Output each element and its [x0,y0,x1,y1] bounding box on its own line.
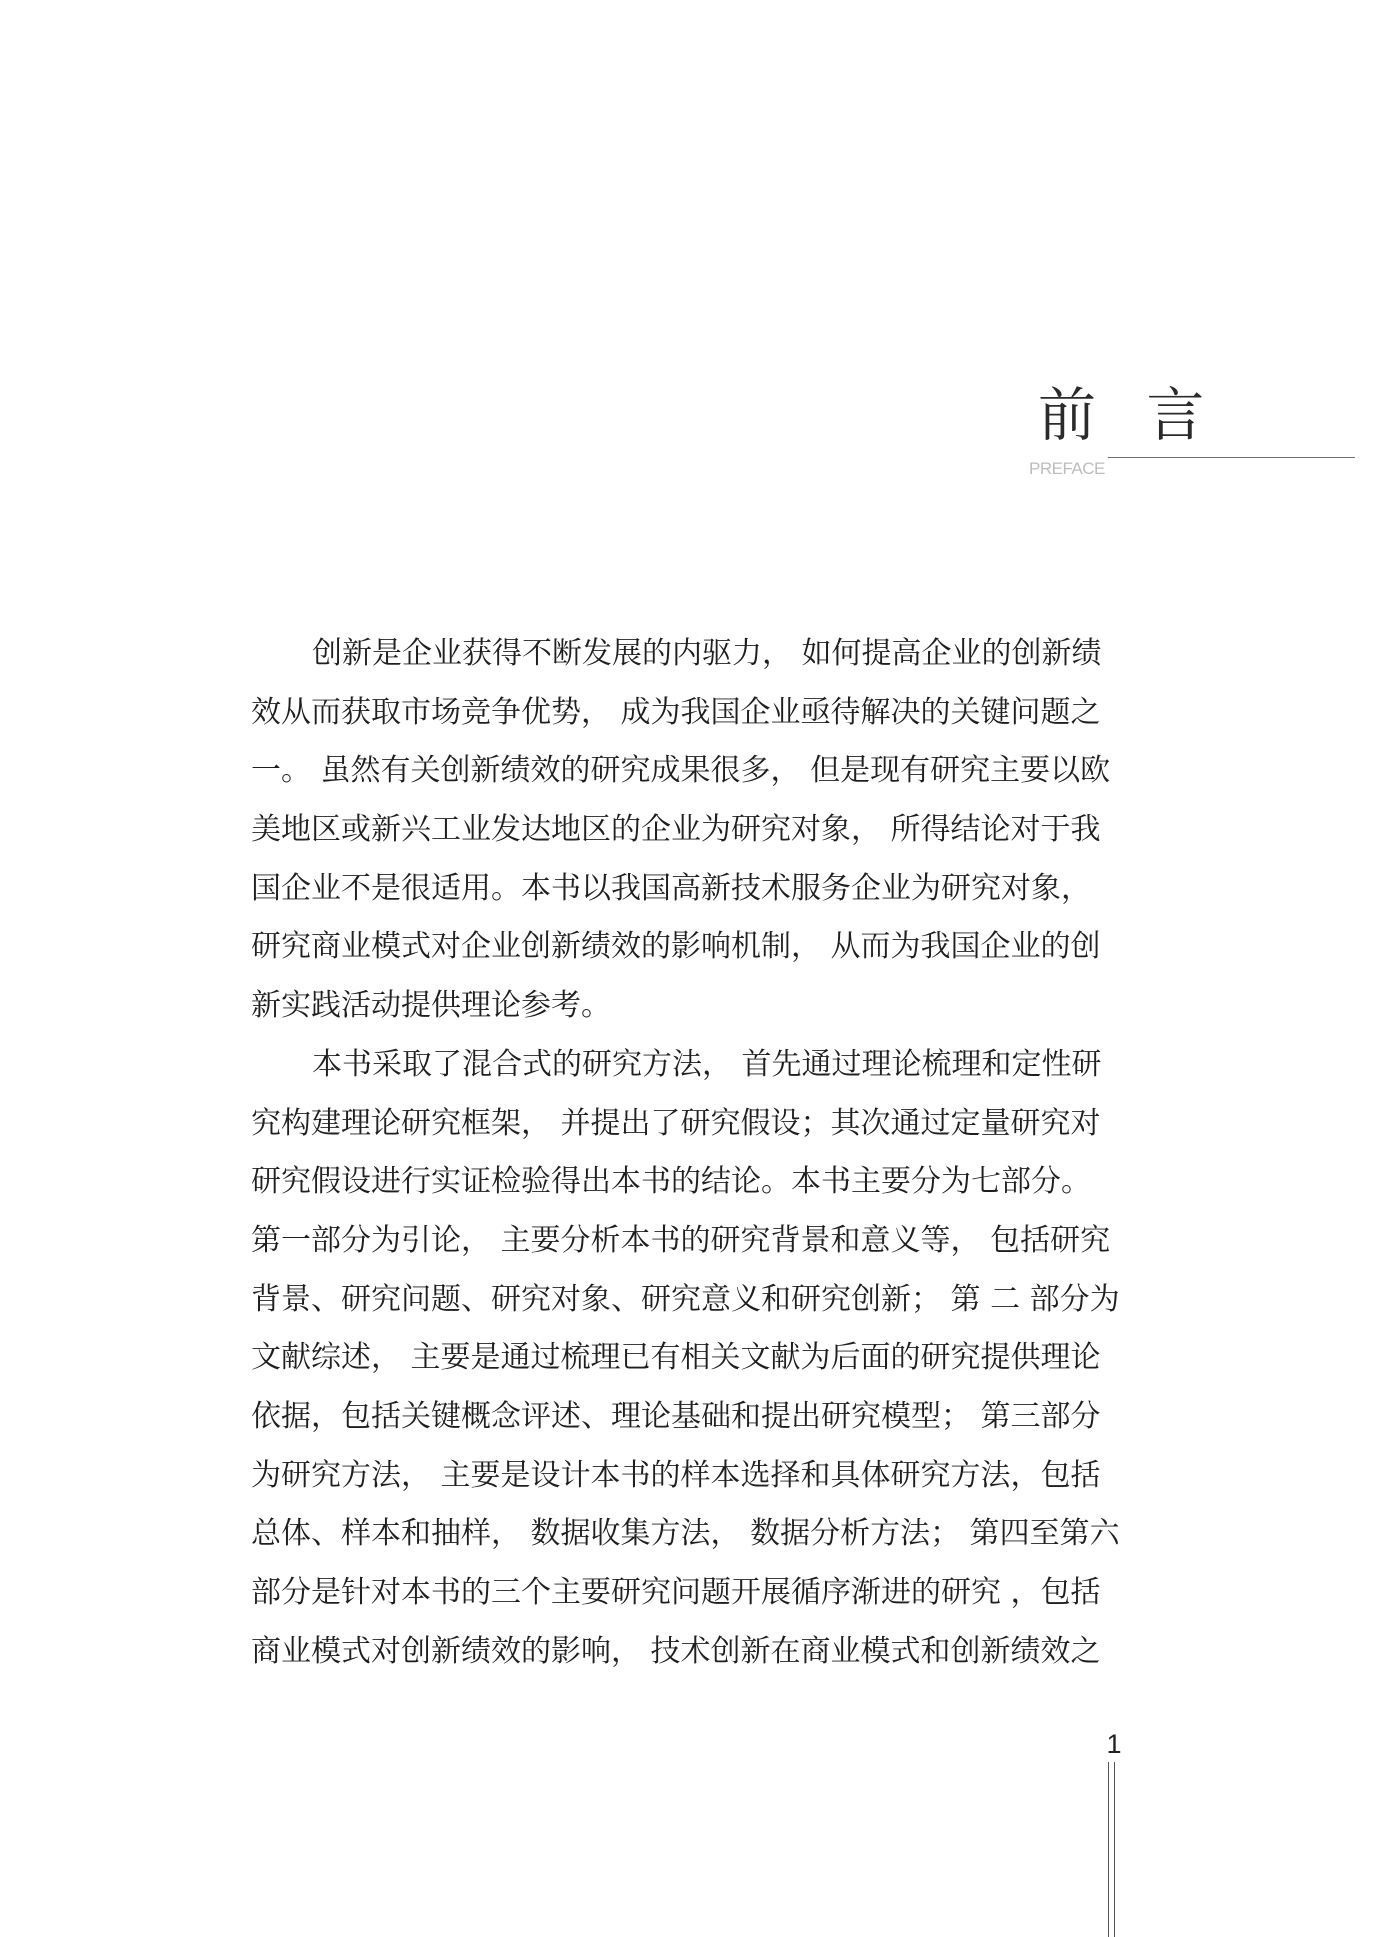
text-line: 研究商业模式对企业创新绩效的影响机制， 从而为我国企业的创 [251,929,1101,965]
text-line: 总体、样本和抽样， 数据收集方法， 数据分析方法； 第四至第六 [251,1516,1120,1552]
text-line: 效从而获取市场竞争优势， 成为我国企业亟待解决的关键问题之 [251,694,1101,730]
text-line: 创新是企业获得不断发展的内驱力， 如何提高企业的创新绩 [312,636,1102,671]
text-line: 第一部分为引论， 主要分析本书的研究背景和意义等， 包括研究 [251,1222,1111,1258]
body-text [251,625,1141,1681]
page-subtitle: PREFACE [1029,459,1105,478]
text-line: 究构建理论研究框架， 并提出了研究假设；其次通过定量研究对 [251,1105,1101,1141]
footer-rule [1114,1762,1115,1937]
text-line: 国企业不是很适用。本书以我国高新技术服务企业为研究对象， [251,870,1091,906]
paragraph-1 [251,625,1141,1036]
text-line: 一。 虽然有关创新绩效的研究成果很多， 但是现有研究主要以欧 [251,753,1111,789]
text-line: 部分是针对本书的三个主要研究问题开展循序渐进的研究 ，包括 [251,1575,1101,1610]
text-line: 依据，包括关键概念评述、理论基础和提出研究模型； 第三部分 [251,1398,1101,1434]
footer-rule [1108,1762,1109,1937]
text-line: 本书采取了混合式的研究方法， 首先通过理论梳理和定性研 [312,1046,1102,1082]
page-title: 前 言 [1038,381,1221,449]
text-line: 背景、研究问题、研究对象、研究意义和研究创新； 第 二 部分为 [251,1281,1120,1317]
text-line: 新实践活动提供理论参考。 [251,988,611,1024]
text-line: 文献综述， 主要是通过梳理已有相关文献为后面的研究提供理论 [251,1340,1101,1376]
page-number: 1 [1106,1729,1122,1759]
text-line: 美地区或新兴工业发达地区的企业为研究对象， 所得结论对于我 [251,812,1101,848]
text-line: 商业模式对创新绩效的影响， 技术创新在商业模式和创新绩效之 [251,1633,1101,1669]
text-line: 研究假设进行实证检验得出本书的结论。本书主要分为七部分。 [251,1164,1091,1200]
title-divider [1108,457,1355,458]
text-line: 为研究方法， 主要是设计本书的样本选择和具体研究方法，包括 [251,1457,1101,1493]
paragraph-2 [251,1036,1141,1682]
